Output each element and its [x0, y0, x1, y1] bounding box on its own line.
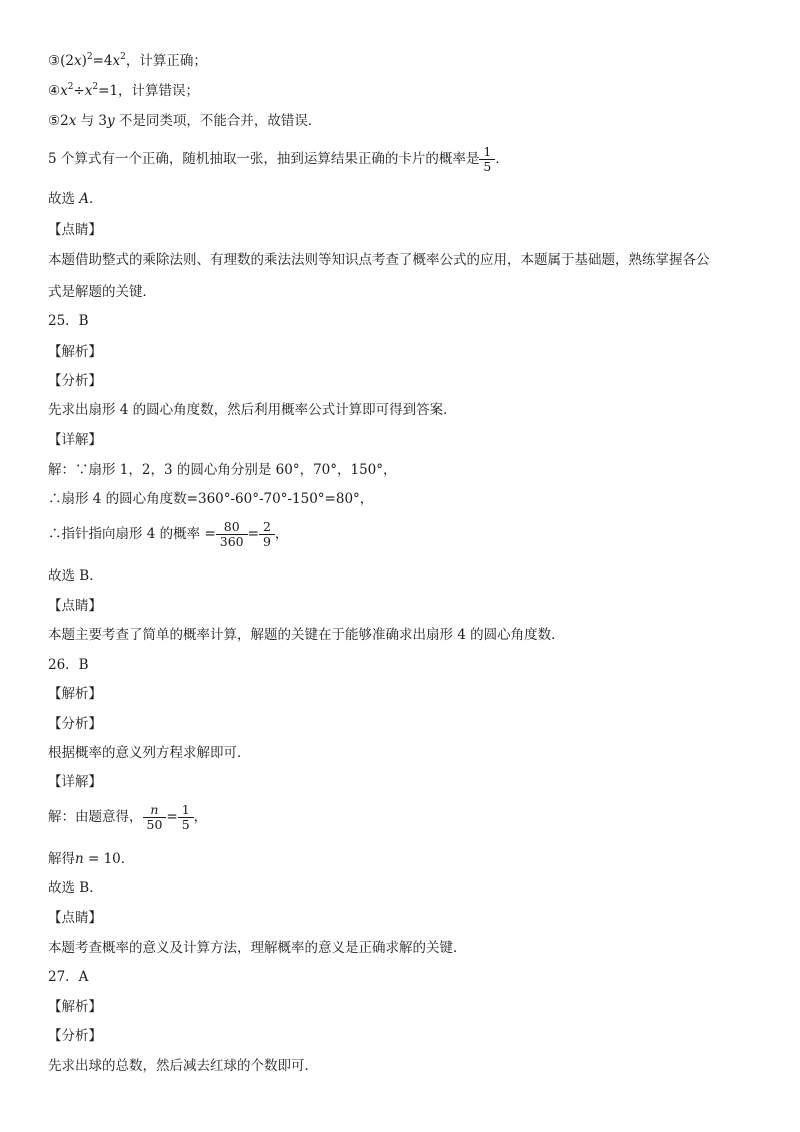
exponent: 2: [86, 52, 93, 62]
paragraph-text: 本题借助整式的乘除法则、有理数的乘法法则等知识点考查了概率公式的应用，本题属于基础题，熟练掌握各公: [48, 252, 710, 268]
numerator: 1: [483, 144, 492, 159]
var-x: x: [60, 83, 68, 99]
text: 故选: [48, 191, 80, 207]
text: ，计算正确；: [125, 53, 207, 69]
answer-choice: 故选 B．: [48, 568, 103, 584]
paragraph-text: ∴扇形 4 的圆心角度数=360°-60°-70°-150°=80°，: [48, 491, 374, 507]
probability-conclusion: [48, 145, 509, 174]
text: ．: [495, 151, 509, 167]
option-letter: A: [79, 191, 90, 207]
section-heading: 【点睛】: [48, 910, 102, 926]
section-heading: 【分析】: [48, 716, 102, 732]
text: ): [81, 53, 87, 69]
text: =4: [92, 53, 113, 69]
solution-result: [48, 850, 134, 868]
exponent: 2: [92, 82, 99, 92]
denominator: 50: [146, 817, 163, 832]
equals: =: [247, 526, 259, 542]
section-heading: 【解析】: [48, 686, 102, 702]
exponent: 2: [120, 52, 126, 62]
denominator: 5: [181, 817, 190, 832]
var-x: x: [68, 113, 77, 129]
text: 5 个算式有一个正确，随机抽取一张，抽到运算结果正确的卡片的概率是: [48, 151, 480, 167]
answer-choice: [48, 190, 103, 208]
section-heading: 【分析】: [48, 373, 102, 389]
text: ，: [274, 526, 289, 542]
text: 与 3: [76, 113, 107, 129]
equation-line: [48, 803, 207, 832]
numerator: 2: [262, 519, 271, 534]
text: 不是同类项，不能合并，故错误．: [114, 113, 322, 129]
numerator: n: [150, 802, 159, 817]
fraction: [218, 520, 246, 549]
fraction: [145, 803, 165, 832]
answer-choice: 故选 B．: [48, 880, 103, 896]
text: =1，计算错误；: [98, 83, 200, 99]
exponent: 2: [67, 82, 74, 92]
paragraph-text: 先求出扇形 4 的圆心角度数，然后利用概率公式计算即可得到答案．: [48, 402, 457, 418]
section-heading: 【点睛】: [48, 222, 102, 238]
text: ，: [193, 809, 208, 825]
text: 解：由题意得，: [48, 809, 143, 825]
numerator: 1: [181, 802, 190, 817]
denominator: 360: [219, 534, 244, 549]
text: ∴指针指向扇形 4 的概率 =: [48, 526, 216, 542]
equals: =: [166, 809, 178, 825]
denominator: 9: [262, 534, 271, 549]
paragraph-text: 解：∵扇形 1，2，3 的圆心角分别是 60°，70°，150°，: [48, 462, 397, 478]
section-heading: 【详解】: [48, 774, 102, 790]
paragraph-text: 根据概率的意义列方程求解即可．: [48, 745, 251, 761]
question-number: 26．B: [48, 657, 89, 673]
var-x: x: [73, 53, 82, 69]
paragraph-text: 本题主要考查了简单的概率计算，解题的关键在于能够准确求出扇形 4 的圆心角度数．: [48, 627, 565, 643]
question-number: 25．B: [48, 313, 89, 329]
section-heading: 【详解】: [48, 432, 102, 448]
section-heading: 【解析】: [48, 999, 102, 1015]
paragraph-text: 本题考查概率的意义及计算方法，理解概率的意义是正确求解的关键．: [48, 940, 467, 956]
section-heading: 【分析】: [48, 1028, 102, 1044]
text: 解得: [48, 851, 75, 867]
fraction: [261, 520, 273, 549]
fraction: [481, 145, 493, 174]
var-x: x: [84, 83, 93, 99]
var-y: y: [107, 113, 115, 129]
var-x: x: [112, 53, 121, 69]
text: = 10．: [83, 851, 135, 867]
probability-equation: [48, 520, 288, 549]
var-n: n: [75, 851, 84, 867]
section-heading: 【解析】: [48, 344, 102, 360]
paragraph-text: 先求出球的总数，然后减去红球的个数即可．: [48, 1058, 318, 1074]
paragraph-text: 式是解题的关键．: [48, 284, 156, 300]
numerator: 80: [223, 519, 240, 534]
text: ④: [48, 83, 61, 99]
solution-item-5: [48, 112, 321, 130]
fraction: [180, 803, 192, 832]
text: ．: [89, 191, 103, 207]
question-number: 27．A: [48, 969, 89, 985]
denominator: 5: [483, 159, 492, 174]
solution-item-3: [48, 52, 207, 70]
text: ③(2: [48, 53, 74, 69]
section-heading: 【点睛】: [48, 598, 102, 614]
text: ÷: [73, 83, 85, 99]
solution-item-4: [48, 82, 199, 100]
text: ⑤2: [48, 113, 69, 129]
